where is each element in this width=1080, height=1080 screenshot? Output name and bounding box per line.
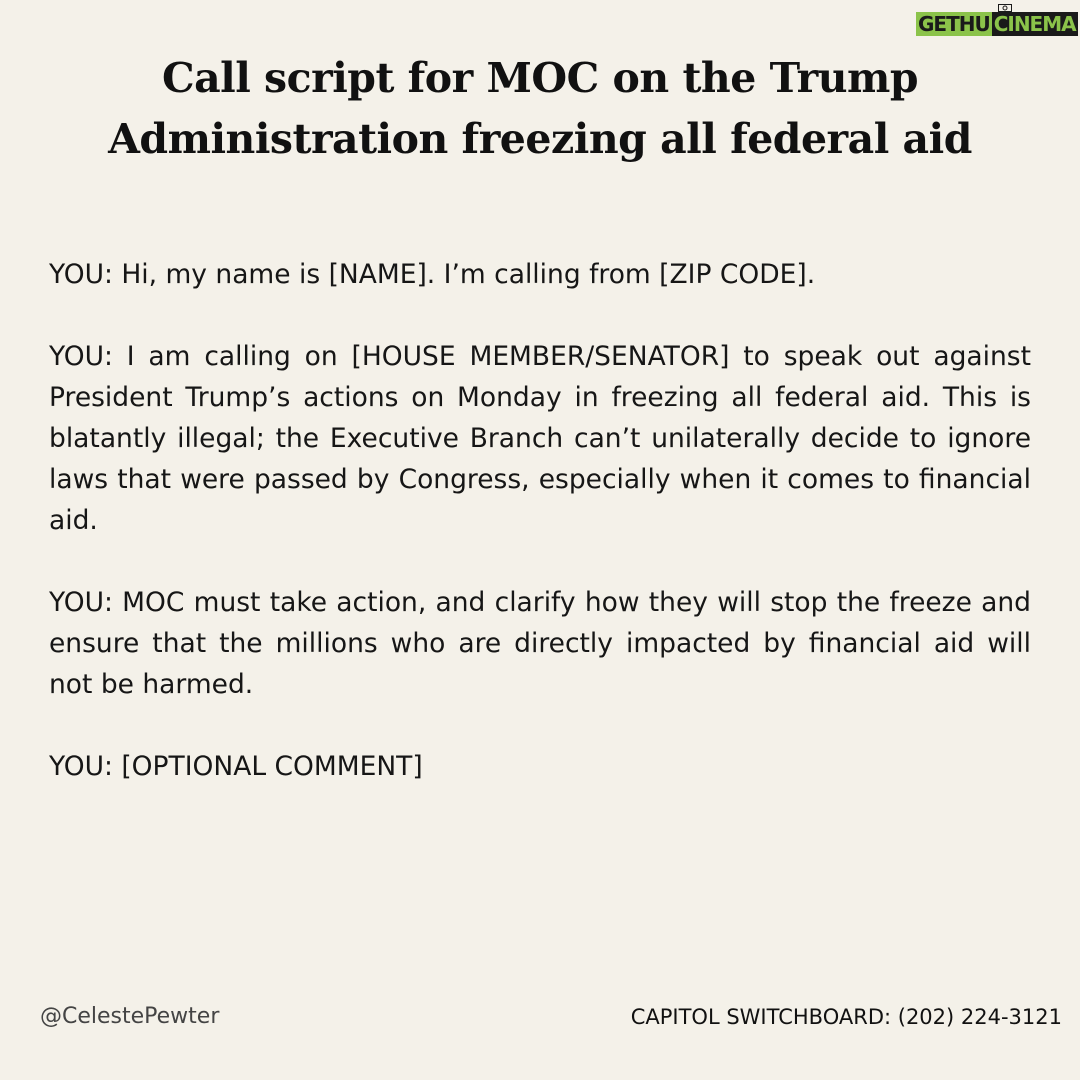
title-line-2: Administration freezing all federal aid <box>108 115 972 163</box>
script-paragraph-intro: YOU: Hi, my name is [NAME]. I’m calling from [ZIP CODE]. <box>49 259 816 290</box>
script-paragraph-action: YOU: MOC must take action, and clarify how they will stop the freeze and ensure that the millions who are directly impacted by financial aid will not be harmed. <box>49 587 1031 700</box>
camera-icon <box>998 3 1012 12</box>
logo-part-1: GETHU <box>918 12 990 36</box>
logo-part-2: CINEMA <box>993 12 1076 36</box>
script-paragraph-optional: YOU: [OPTIONAL COMMENT] <box>49 751 423 782</box>
capitol-switchboard-number: CAPITOL SWITCHBOARD: (202) 224-3121 <box>630 1005 1062 1029</box>
call-script <box>49 254 1031 828</box>
page-title <box>40 48 1040 170</box>
author-handle: @CelestePewter <box>40 1004 220 1029</box>
title-line-1: Call script for MOC on the Trump <box>161 54 919 102</box>
gethu-cinema-logo <box>916 4 1078 48</box>
logo-wordmark <box>916 12 1078 36</box>
script-paragraph-request: YOU: I am calling on [HOUSE MEMBER/SENATOR] to speak out against President Trump’s actions on Monday in freezing all federal aid. This is blatantly illegal; the Executive Branch can’t unilaterally decide to ignore laws that were passed by Congress, especially when it comes to financial aid. <box>49 341 1031 536</box>
